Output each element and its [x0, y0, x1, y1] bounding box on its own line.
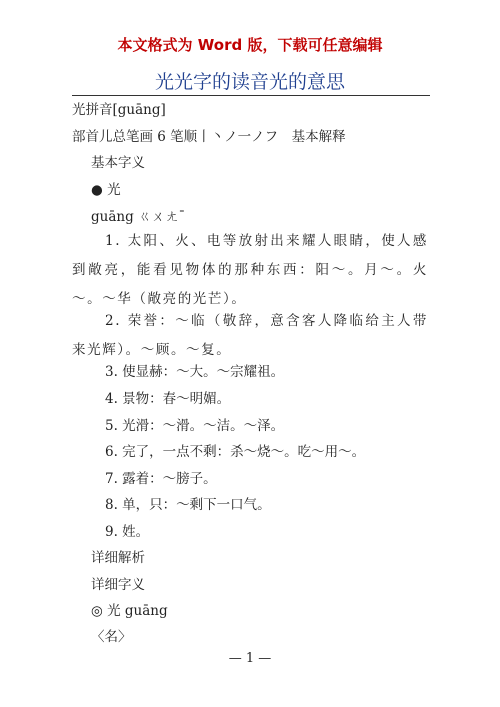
jiben-ziyi-heading: 基本字义 — [91, 155, 145, 171]
xiangxi-jiexi-heading: 详细解析 — [91, 550, 145, 566]
definition-6: 6. 完了，一点不剩：杀～烧～。吃～用～。 — [105, 444, 366, 460]
zhuyin-line: guāng ㄍㄨㄤˉ — [91, 209, 186, 225]
definition-5: 5. 光滑：～滑。～洁。～泽。 — [105, 418, 285, 434]
page-number: — 1 — — [228, 651, 272, 666]
definition-9: 9. 姓。 — [105, 524, 150, 540]
definition-3: 3. 使显赫：～大。～宗耀祖。 — [105, 364, 285, 380]
xiangxi-ziyi-heading: 详细字义 — [91, 577, 145, 593]
pinyin-line: 光拼音[guāng] — [72, 102, 166, 118]
noun-label: 〈名〉 — [91, 629, 132, 645]
banner-text: 本文格式为 Word 版，下载可任意编辑 — [117, 36, 383, 54]
definition-7: 7. 露着：～膀子。 — [105, 471, 217, 487]
definition-4: 4. 景物：春～明媚。 — [105, 391, 231, 407]
title-divider — [72, 95, 430, 96]
bushou-line: 部首儿总笔画 6 笔顺丨丶ノ一ノフ 基本解释 — [72, 129, 346, 145]
document-title: 光光字的读音光的意思 — [154, 71, 345, 93]
bullet-char-line: ● 光 — [91, 182, 121, 198]
circle-char-line: ◎ 光 guāng — [91, 603, 168, 619]
definition-1: 1. 太阳、火、电等放射出来耀人眼睛，使人感到敞亮，能看见物体的那种东西：阳～。月～。火～。～华（敞亮的光芒）。 — [72, 233, 428, 307]
definition-2: 2. 荣誉：～临（敬辞，意含客人降临给主人带来光辉）。～顾。～复。 — [72, 313, 428, 358]
definition-8: 8. 单，只：～剩下一口气。 — [105, 497, 271, 513]
